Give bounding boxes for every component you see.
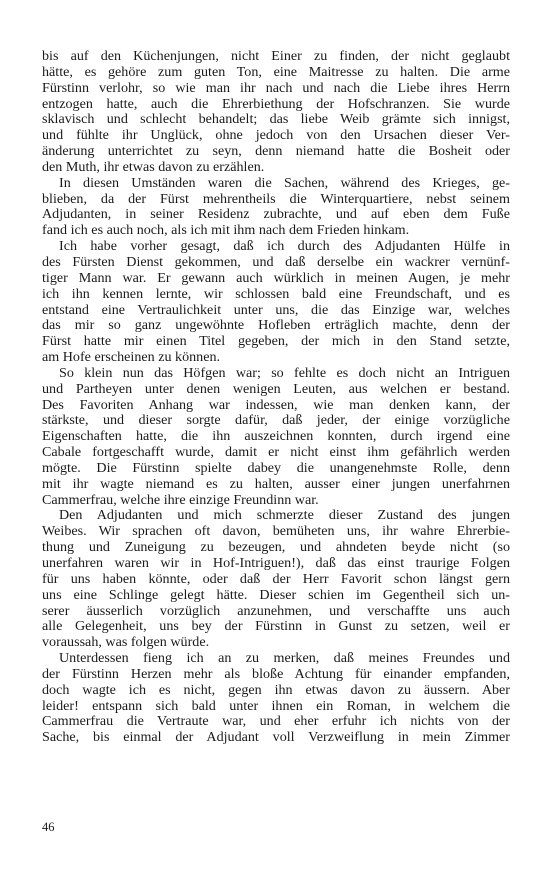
text-line: und Partheyen unter denen wenigen Leuten, aus welchen er bestand. [42, 381, 510, 397]
text-line: Den Adjudanten und mich schmerzte dieser Zustand des jungen [59, 508, 510, 524]
text-line: In diesen Umständen waren die Sachen, während des Krieges, ge- [59, 175, 510, 191]
text-line: Sache, bis einmal der Adjudant voll Verzweiflung in mein Zimmer [42, 730, 510, 746]
text-line: änderung unterrichtet zu seyn, denn niemand hatte die Bosheit oder [42, 144, 510, 160]
text-line: leider! entspann sich bald unter ihnen ein Roman, in welchem die [42, 698, 510, 714]
text-line: fand ich es auch noch, als ich mit ihm nach dem Frieden hinkam. [42, 223, 410, 239]
text-line: stärkste, und dieser sorgte dafür, daß jeder, der einige vorzügliche [42, 413, 510, 429]
text-line: Eigenschaften hatte, die ihn auszeichnen konnten, durch irgend eine [42, 429, 510, 445]
text-line: bis auf den Küchenjungen, nicht Einer zu finden, der nicht geglaubt [42, 49, 510, 64]
text-line: alle Gelegenheit, uns bey der Fürstinn in Gunst zu setzen, weil er [42, 619, 510, 635]
text-line: uns eine Schlinge gelegt hätte. Dieser schien im Gegentheil sich un- [42, 587, 510, 603]
text-line: entstand eine Vertraulichkeit unter uns, die das Einzige war, welches [42, 302, 510, 318]
text-line: Cammerfrau die Vertraute war, und eher erfuhr ich nichts von der [42, 714, 510, 730]
text-line: unerfahren waren wir in Hof-Intriguen!), daß das einst traurige Folgen [42, 556, 510, 571]
text-line: Cammerfrau, welche ihre einzige Freundinn war. [42, 492, 319, 508]
paragraph [42, 508, 510, 651]
paragraph [42, 366, 510, 509]
text-line: Fürst hatte mir einen Titel gegeben, der mich in den Stand setzte, [42, 334, 510, 350]
text-line: Unterdessen fieng ich an zu merken, daß meines Freundes und [59, 651, 510, 667]
text-line: entzogen hatte, auch die Ehrerbiethung der Hofschranzen. Sie wurde [42, 96, 510, 112]
text-line: thung und Zuneigung zu bezeugen, und ahndeten beyde nicht (so [42, 540, 510, 556]
text-line: doch wagte ich es nicht, gegen ihn etwas davon zu äussern. Aber [42, 682, 510, 698]
text-line: der Fürstinn Herzen mehr als bloße Achtung für einander empfanden, [42, 666, 510, 682]
text-line: Ich habe vorher gesagt, daß ich durch des Adjudanten Hülfe in [59, 239, 510, 255]
text-line: Cabale fortgeschafft wurde, damit er nicht einst ihm gefährlich werden [42, 445, 510, 461]
text-line: Fürstinn verlohr, so wie man ihr nach und nach die Liebe ihres Herrn [42, 80, 510, 96]
text-line: des Fürsten Dienst gekommen, und daß derselbe ein wackrer vernünf- [42, 254, 510, 270]
text-line: tiger Mann war. Er gewann auch würklich in meinen Augen, je mehr [42, 270, 510, 286]
text-line: mögte. Die Fürstinn spielte dabey die unangenehmste Rolle, denn [42, 460, 510, 476]
page-body [42, 49, 510, 746]
text-line: hätte, es gehöre zum guten Ton, eine Maitresse zu halten. Die arme [42, 64, 510, 80]
text-line: am Hofe erscheinen zu können. [42, 350, 221, 366]
text-line: mit ihr wagte niemand es zu halten, ausser einer jungen unerfahrnen [42, 476, 510, 492]
paragraph [42, 49, 510, 176]
text-line: blieben, da der Fürst mehrentheils die Winterquartiere, nebst seinem [42, 191, 510, 207]
text-line: ich ihn kennen lernte, wir schlossen bald eine Freundschaft, und es [42, 286, 510, 302]
text-line: den Muth, ihr etwas davon zu erzählen. [42, 159, 265, 175]
text-line: sklavisch und schlecht behandelt; das liebe Weib grämte sich innigst, [42, 112, 510, 128]
text-line: So klein nun das Höfgen war; so fehlte es doch nicht an Intriguen [59, 365, 510, 381]
text-line: Weibes. Wir sprachen oft davon, bemüheten uns, ihr wahre Ehrerbie- [42, 524, 510, 540]
text-line: Adjudanten, in seiner Residenz zubrachte, und auf eben dem Fuße [42, 207, 510, 223]
text-line: das mir so ganz ungewöhnte Hofleben erträglich machte, denn der [42, 318, 510, 334]
page-number: 46 [42, 820, 55, 834]
paragraph [42, 176, 510, 239]
paragraph [42, 651, 510, 746]
text-line: und fühlte ihr Unglück, ohne jedoch von den Ursachen dieser Ver- [42, 128, 510, 144]
text-line: Des Favoriten Anhang war indessen, wie man denken kann, der [42, 397, 510, 413]
text-line: für uns haben könnte, oder daß der Herr Favorit schon längst gern [42, 571, 510, 587]
paragraph [42, 239, 510, 366]
text-line: serer äusserlich vorzüglich anzunehmen, und verschaffte uns auch [42, 603, 510, 619]
text-line: voraussah, was folgen würde. [42, 635, 210, 651]
